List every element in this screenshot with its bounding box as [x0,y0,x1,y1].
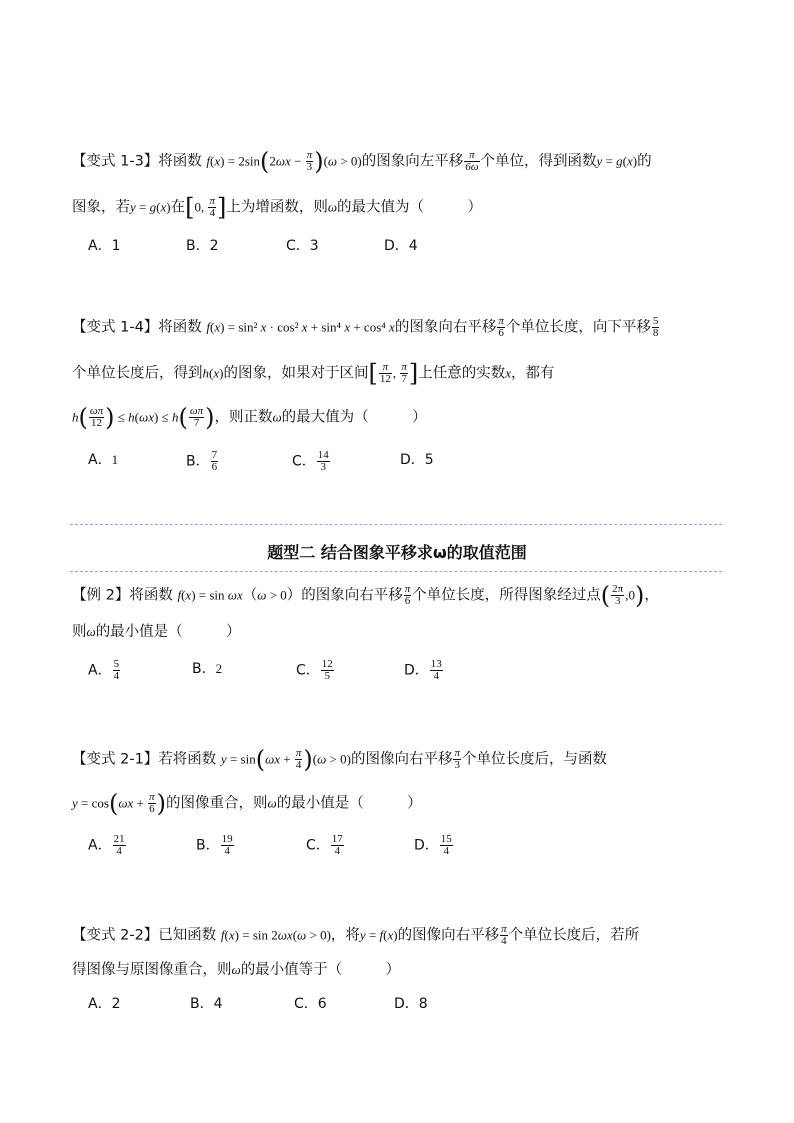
option-b[interactable]: B．2 [192,661,223,677]
question-1-4-line-3: h( $\frac{\omega\pi}{12}$ ) ≤ h(ωx) ≤ h( $\frac{\omega\pi}{7}$ )，则正数ω的最大值为（ ） [72,403,427,432]
option-d[interactable]: D． $\frac{15}{4}$ [414,833,452,857]
option-a[interactable]: A．2 [88,996,121,1012]
option-c[interactable]: C．3 [286,238,319,254]
option-b[interactable]: B．2 [186,238,219,254]
option-d[interactable]: D．5 [400,452,434,468]
option-b[interactable]: B．4 [190,996,223,1012]
question-2-2-line-1: 【变式 2-2】已知函数 f(x) = sin 2ωx(ω > 0)，将y = f(x)的图像向右平移 $\frac{\pi}{4}$ 个单位长度后，若所 [72,923,640,947]
option-d[interactable]: D．4 [384,238,418,254]
option-d[interactable]: D．8 [394,996,428,1012]
question-1-3-line-1: 【变式 1-3】将函数 f(x) = 2sin(2ωx − $\frac{\pi}{3}$ )(ω > 0)的图象向左平移 $\frac{\pi}{6\omega}$ 个单位，得到函数y = g(x)的 [72,147,652,176]
question-2-1-line-2: y = cos(ωx + $\frac{\pi}{6}$ )的图像重合，则ω的最小值是（ ） [72,789,422,818]
section-divider-top [70,524,722,525]
option-c[interactable]: C．6 [294,996,327,1012]
example-2-line-1: 【例 2】将函数 f(x) = sin ωx（ω > 0）的图象向右平移 $\frac{\pi}{6}$ 个单位长度，所得图象经过点( $\frac{2\pi}{3}$ ,0)， [72,581,659,610]
section-title: 题型二 结合图象平移求ω的取值范围 [267,543,527,562]
section-divider-bottom [70,571,722,572]
option-a[interactable]: A． $\frac{21}{4}$ [88,833,125,857]
question-1-3-line-2: 图象，若y = g(x)在[0, $\frac{\pi}{4}$ ]上为增函数，则ω的最大值为（ ） [72,193,483,222]
question-2-2-line-2: 得图像与原图像重合，则ω的最小值等于（ ） [72,962,401,978]
question-1-4-line-1: 【变式 1-4】将函数 f(x) = sin² x · cos² x + sin⁴ x + cos⁴ x的图象向右平移 $\frac{\pi}{6}$ 个单位长度，向下平移 $\frac{5}{8}$ [72,315,659,339]
option-d[interactable]: D． $\frac{13}{4}$ [404,658,442,682]
option-c[interactable]: C． $\frac{17}{4}$ [306,833,343,857]
option-c[interactable]: C． $\frac{12}{5}$ [296,658,333,682]
option-c[interactable]: C． $\frac{14}{3}$ [292,449,329,473]
option-b[interactable]: B． $\frac{19}{4}$ [196,833,233,857]
option-a[interactable]: A．1 [88,238,121,254]
option-b[interactable]: B． $\frac{7}{6}$ [186,449,218,473]
option-a[interactable]: A．1 [88,452,119,468]
option-a[interactable]: A． $\frac{5}{4}$ [88,658,120,682]
example-2-line-2: 则ω的最小值是（ ） [72,624,241,640]
question-2-1-line-1: 【变式 2-1】若将函数 y = sin(ωx + $\frac{\pi}{4}$ )(ω > 0)的图像向右平移 $\frac{\pi}{3}$ 个单位长度后，与函数 [72,745,607,774]
question-1-4-line-2: 个单位长度后，得到h(x)的图象，如果对于区间[ $\frac{\pi}{12}$ , $\frac{\pi}{7}$ ]上任意的实数x，都有 [72,359,555,388]
